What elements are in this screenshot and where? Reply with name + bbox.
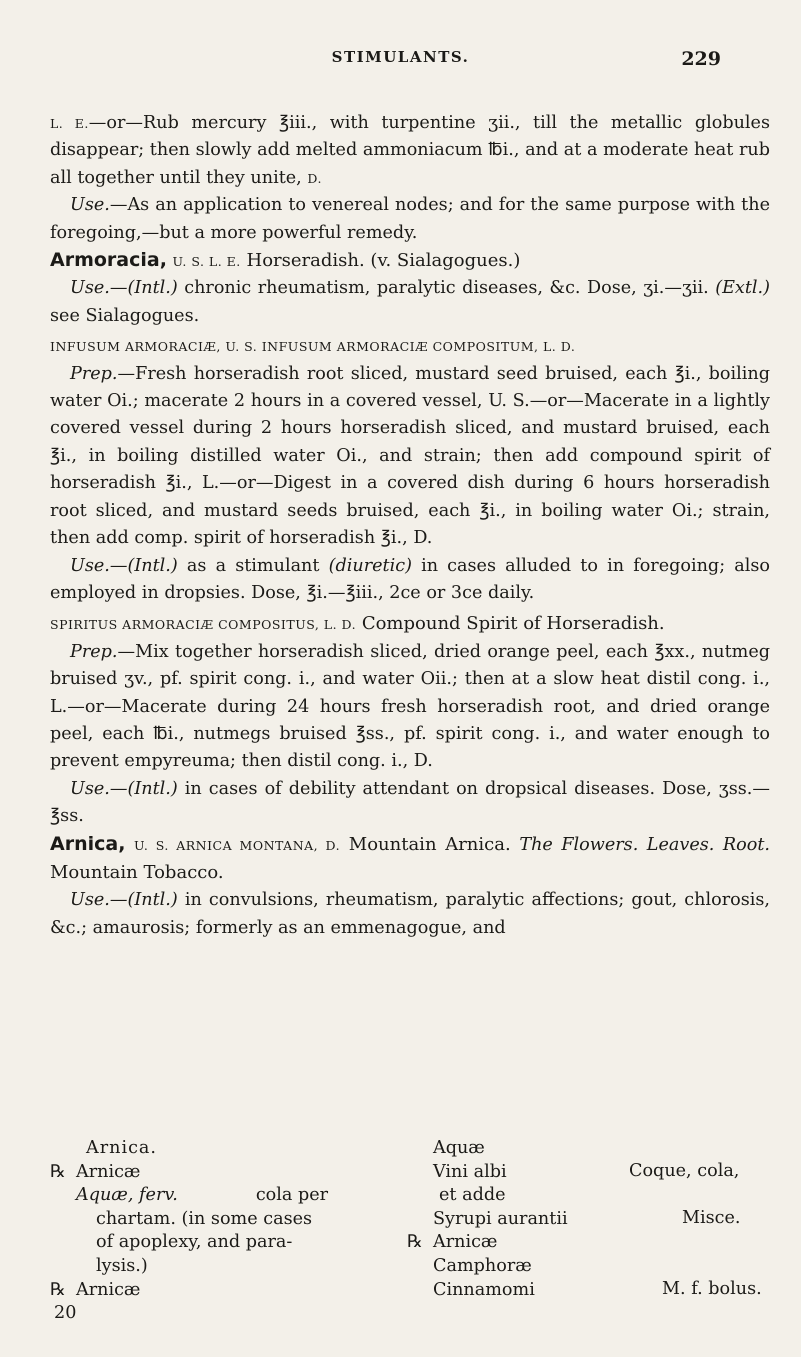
formula-direction-bolus: M. f. bolus.: [662, 1279, 762, 1299]
entry-arnica: Arnica, U. S. ARNICA MONTANA, D. Mountain Arnica. The Flowers. Leaves. Root. Mountain Tobacco.: [50, 832, 770, 883]
formula-right-column: [407, 1137, 770, 1337]
page-number: 229: [681, 48, 721, 70]
headword-arnica: Arnica,: [50, 832, 126, 855]
formula-number: 20: [54, 1303, 77, 1324]
entry-armoracia: Armoracia, U. S. L. E. Horseradish. (v. Sialagogues.): [50, 249, 521, 272]
formula-line: et adde: [439, 1185, 506, 1206]
formula-line: ℞ Arnicæ: [50, 1279, 410, 1303]
paragraph-spiritus-prep: Prep.—Mix together horseradish sliced, dried orange peel, each ℥xx., nutmeg bruised ʒv., pf. spirit cong. i., and water Oii.; then at a slow heat distil cong. i., L.—or—Macerate during 24 hours fresh horseradish root, and dried orange peel, each ℔i., nutmegs bruised ℥ss., pf. spirit cong. i., and water enough to prevent empyreuma; then distil cong. i., D.: [50, 641, 770, 772]
paragraph-armoracia-use: Use.—(Intl.) chronic rheumatism, paralytic diseases, &c. Dose, ʒi.—ʒii. (Extl.) see Sialagogues.: [50, 278, 770, 326]
formula-line: Aquæ, ferv. cola per: [76, 1185, 329, 1206]
formula-line: Cinnamomi: [433, 1279, 535, 1300]
formula-line: ℞ Arnicæ: [50, 1161, 410, 1185]
formula-left-column: [50, 1137, 410, 1326]
rx-symbol: ℞: [407, 1232, 423, 1253]
arnica-formulas: [50, 1137, 770, 1337]
formula-line: ℞ Arnicæ: [407, 1231, 770, 1255]
formula-line: lysis.): [96, 1255, 148, 1276]
paragraph-use-nodes: Use.—As an application to venereal nodes; and for the same purpose with the foregoing,—but a more powerful remedy.: [50, 195, 770, 243]
heading-infusum: INFUSUM ARMORACIÆ, U. S. INFUSUM ARMORACIÆ COMPOSITUM, L. D.: [50, 339, 576, 355]
formula-line: Aquæ: [433, 1138, 485, 1158]
running-header: [0, 48, 801, 76]
formula-direction-misce: Misce.: [682, 1208, 741, 1228]
heading-spiritus: SPIRITUS ARMORACIÆ COMPOSITUS, L. D. Compound Spirit of Horseradish.: [50, 613, 665, 635]
rx-symbol: ℞: [50, 1161, 66, 1182]
paragraph-arnica-use: Use.—(Intl.) in convulsions, rheumatism, paralytic affections; gout, chlorosis, &c.; amaurosis; formerly as an emmenagogue, and: [50, 890, 770, 938]
formula-line: chartam. (in some cases: [96, 1208, 313, 1229]
paragraph-rub-mercury: L. E.—or—Rub mercury ℥iii., with turpentine ʒii., till the metallic globules disappear; then slowly add melted ammoniacum ℔i., and at a moderate heat rub all together until they unite, D.: [50, 113, 770, 188]
formula-title: Arnica.: [86, 1138, 158, 1158]
formula-line: Camphoræ: [433, 1255, 532, 1276]
running-title: STIMULANTS.: [331, 48, 470, 66]
formula-line: Vini albi: [433, 1161, 507, 1182]
rx-symbol: ℞: [50, 1279, 66, 1300]
paragraph-spiritus-use: Use.—(Intl.) in cases of debility attendant on dropsical diseases. Dose, ʒss.—℥ss.: [50, 778, 770, 827]
formula-direction-coque: Coque, cola,: [629, 1161, 740, 1181]
paragraph-infusum-use: Use.—(Intl.) as a stimulant (diuretic) in cases alluded to in foregoing; also employed in dropsies. Dose, ℥i.—℥iii., 2ce or 3ce daily.: [50, 555, 771, 603]
page-body: [50, 110, 770, 942]
paragraph-infusum-prep: Prep.—Fresh horseradish root sliced, mustard seed bruised, each ℥i., boiling water Oi.; macerate 2 hours in a covered vessel, U. S.—or—Macerate in a lightly covered vessel during 2 hours horseradish sliced, and mustard bruised, each ℥i., in boiling distilled water Oi., and strain; then add compound spirit of horseradish ℥i., L.—or—Digest in a covered dish during 6 hours horseradish root sliced, and mustard seeds bruised, each ℥i., in boiling water Oi.; strain, then add comp. spirit of horseradish ℥i., D.: [50, 363, 770, 549]
headword-armoracia: Armoracia,: [50, 249, 167, 272]
formula-line: Syrupi aurantii: [433, 1208, 568, 1229]
formula-line: of apoplexy, and para-: [96, 1232, 293, 1253]
